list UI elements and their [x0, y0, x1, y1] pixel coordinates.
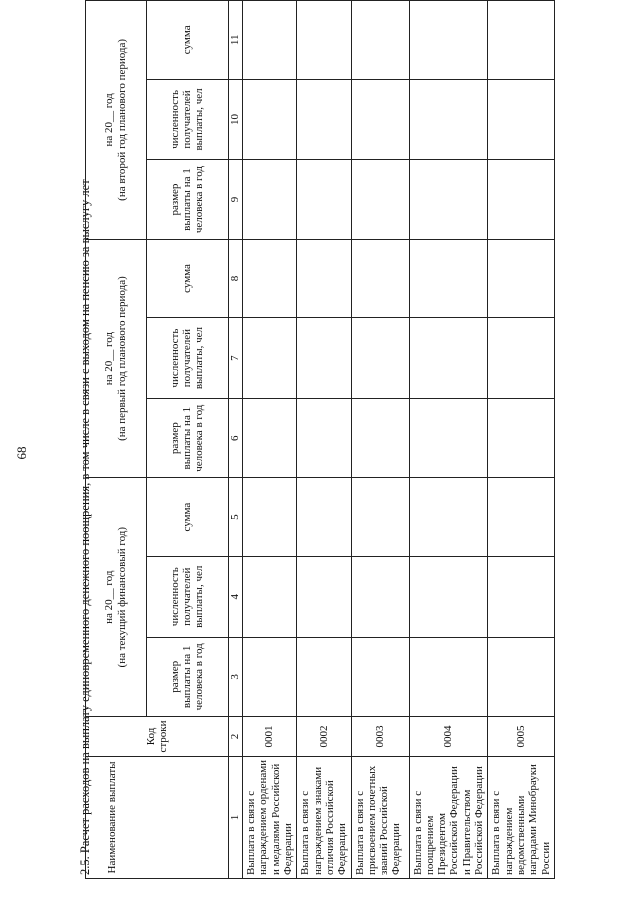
table-cell	[297, 239, 351, 317]
column-number-row	[229, 1, 243, 879]
table-cell	[488, 1, 555, 80]
table-cell	[351, 637, 409, 716]
table-cell	[351, 478, 409, 556]
row-name: Выплата в связи с присвоением почетных званий Российской Федерации	[351, 756, 409, 878]
expense-table	[85, 0, 555, 879]
column-number: 4	[229, 556, 243, 637]
table-cell	[243, 398, 297, 477]
row-code: 0004	[409, 717, 488, 757]
table-row	[409, 1, 488, 879]
column-number: 9	[229, 160, 243, 239]
table-cell	[297, 478, 351, 556]
table-cell	[488, 160, 555, 239]
row-name: Выплата в связи с награждением знаками отличия Российской Федерации	[297, 756, 351, 878]
table-cell	[409, 239, 488, 317]
column-number: 7	[229, 318, 243, 399]
subheader-sum: сумма	[146, 478, 229, 556]
table-cell	[409, 398, 488, 477]
header-period-current	[86, 478, 147, 717]
subheader-count: численность получателей выплаты, чел	[146, 556, 229, 637]
table-cell	[243, 239, 297, 317]
row-code: 0001	[243, 717, 297, 757]
table-cell	[409, 160, 488, 239]
row-name: Выплата в связи с награждением орденами и медалями Российской Федерации	[243, 756, 297, 878]
row-name: Выплата в связи с награждением ведомственными наградами Минобрауки России	[488, 756, 555, 878]
table-cell	[351, 160, 409, 239]
period-year: на 20__ год	[103, 331, 116, 386]
subheader-sum: сумма	[146, 1, 229, 80]
table-cell	[297, 160, 351, 239]
period-year: на 20__ год	[103, 93, 116, 147]
table-cell	[409, 637, 488, 716]
subheader-rate: размер выплаты на 1 человека в год	[146, 398, 229, 477]
table-cell	[351, 556, 409, 637]
table-row	[488, 1, 555, 879]
table-cell	[351, 398, 409, 477]
subheader-sum: сумма	[146, 239, 229, 317]
table-row	[243, 1, 297, 879]
row-name: Выплата в связи с поощрением Президентом Российской Федерации и Правительством Российской Федерации	[409, 756, 488, 878]
row-code: 0005	[488, 717, 555, 757]
subheader-rate: размер выплаты на 1 человека в год	[146, 160, 229, 239]
table-cell	[351, 1, 409, 80]
header-name: Наименование выплаты	[86, 756, 229, 878]
table-cell	[243, 556, 297, 637]
table-cell	[297, 556, 351, 637]
table-cell	[243, 1, 297, 80]
subheader-count: численность получателей выплаты, чел	[146, 79, 229, 160]
table-cell	[351, 239, 409, 317]
column-number: 11	[229, 1, 243, 80]
table-cell	[488, 398, 555, 477]
table-cell	[488, 239, 555, 317]
table-cell	[297, 1, 351, 80]
subheader-count: численность получателей выплаты, чел	[146, 318, 229, 399]
table-cell	[297, 398, 351, 477]
column-number: 6	[229, 398, 243, 477]
table-row	[351, 1, 409, 879]
table-cell	[351, 318, 409, 399]
table-cell	[488, 318, 555, 399]
column-number: 3	[229, 637, 243, 716]
subheader-rate: размер выплаты на 1 человека в год	[146, 637, 229, 716]
header-row-periods	[86, 1, 147, 879]
period-label: (на второй год планового периода)	[115, 38, 128, 201]
table-cell	[243, 160, 297, 239]
section-title: 2.5. Расчет расходов на выплату единовременного денежного поощрения, в том числе в связи с выходом на пенсию за выслугу лет	[78, 179, 92, 875]
table-cell	[488, 637, 555, 716]
table-cell	[409, 318, 488, 399]
column-number: 5	[229, 478, 243, 556]
column-number: 10	[229, 79, 243, 160]
column-number: 8	[229, 239, 243, 317]
table-cell	[297, 318, 351, 399]
period-year: на 20__ год	[103, 570, 116, 624]
row-code: 0003	[351, 717, 409, 757]
period-label: (на текущий финансовый год)	[115, 526, 128, 668]
column-number: 1	[229, 756, 243, 878]
table-cell	[297, 637, 351, 716]
row-code: 0002	[297, 717, 351, 757]
header-period-second-plan	[86, 1, 147, 240]
table-cell	[488, 556, 555, 637]
table-cell	[488, 79, 555, 160]
page-number: 68	[14, 446, 29, 460]
table-cell	[409, 556, 488, 637]
table-cell	[243, 478, 297, 556]
table-cell	[297, 79, 351, 160]
table-cell	[488, 478, 555, 556]
table-cell	[409, 1, 488, 80]
column-number: 2	[229, 717, 243, 757]
header-code: Код строки	[86, 717, 229, 757]
period-label: (на первый год планового периода)	[115, 276, 128, 441]
table-cell	[409, 79, 488, 160]
table-cell	[243, 79, 297, 160]
table-cell	[409, 478, 488, 556]
table-cell	[351, 79, 409, 160]
table-row	[297, 1, 351, 879]
table-cell	[243, 318, 297, 399]
table-cell	[243, 637, 297, 716]
header-period-first-plan	[86, 239, 147, 478]
table-wrapper	[85, 0, 555, 879]
